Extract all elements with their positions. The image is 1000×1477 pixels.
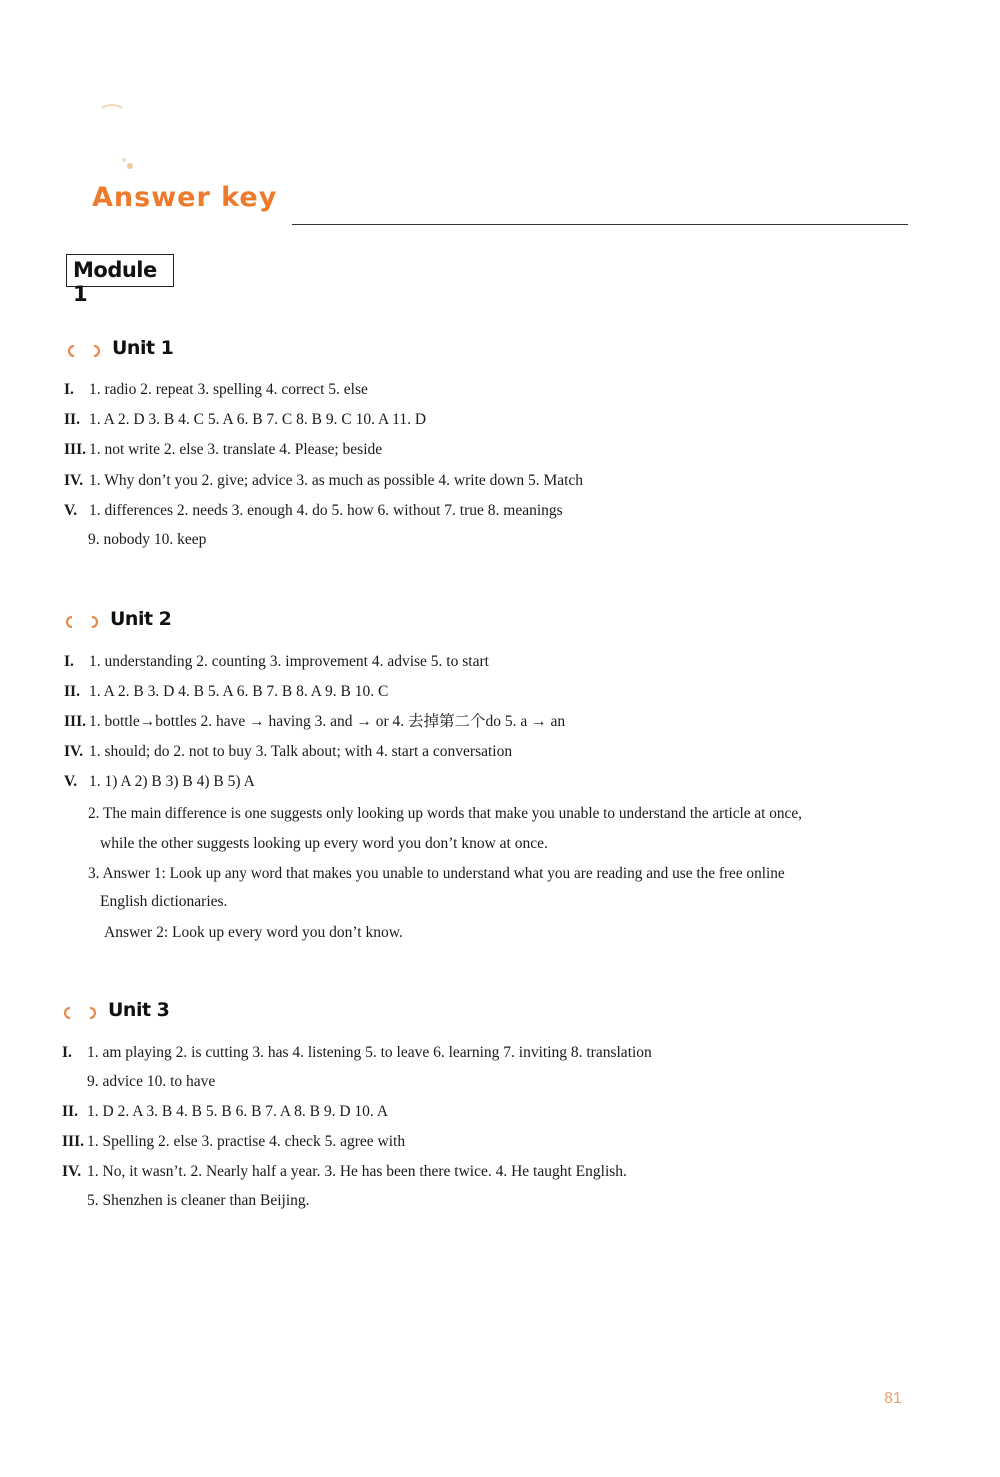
answer-line: I. 1. radio 2. repeat 3. spelling 4. correct 5. else [64,381,368,398]
title-rule [292,224,908,225]
unit-label: Unit 3 [108,999,170,1021]
unit-2-heading [64,608,224,638]
answer-line: II. 1. A 2. B 3. D 4. B 5. A 6. B 7. B 8. A 9. B 10. C [64,683,389,700]
answer-line: 3. Answer 1: Look up any word that makes you unable to understand what you are reading and use the free online [88,865,785,882]
page-title: Answer key [92,182,278,213]
answer-line: Answer 2: Look up every word you don’t know. [104,924,403,941]
answer-line: III. 1. Spelling 2. else 3. practise 4. check 5. agree with [62,1133,406,1150]
answer-line: III. 1. not write 2. else 3. translate 4. Please; beside [64,441,383,458]
answer-line: V. 1. 1) A 2) B 3) B 4) B 5) A [64,773,255,790]
answer-line: IV. 1. Why don’t you 2. give; advice 3. as much as possible 4. write down 5. Match [64,472,584,489]
answer-line: IV. 1. No, it wasn’t. 2. Nearly half a year. 3. He has been there twice. 4. He taught English. [62,1163,627,1180]
page-number: 81 [884,1390,902,1407]
answer-line: IV. 1. should; do 2. not to buy 3. Talk about; with 4. start a conversation [64,743,513,760]
unit-bullet-icon [64,615,106,629]
answer-line: English dictionaries. [100,893,228,910]
answer-line: I. 1. am playing 2. is cutting 3. has 4. listening 5. to leave 6. learning 7. inviting 8. translation [62,1044,652,1061]
answer-line: 5. Shenzhen is cleaner than Beijing. [87,1192,310,1209]
answer-line: II. 1. D 2. A 3. B 4. B 5. B 6. B 7. A 8. B 9. D 10. A [62,1103,389,1120]
unit-label: Unit 1 [112,337,174,359]
unit-bullet-icon [66,344,108,358]
answer-line: while the other suggests looking up every word you don’t know at once. [100,835,548,852]
unit-label: Unit 2 [110,608,172,630]
module-label: Module 1 [73,258,157,306]
answer-line: 9. nobody 10. keep [88,531,207,548]
unit-1-heading [66,337,226,367]
sparkle-decoration [96,96,136,176]
answer-line: III. 1. bottle→bottles 2. have → having 3. and → or 4. 去掉第二个do 5. a → an [64,713,566,730]
answer-line: 9. advice 10. to have [87,1073,216,1090]
unit-bullet-icon [62,1006,104,1020]
answer-line: 2. The main difference is one suggests only looking up words that make you unable to understand the article at once, [88,805,802,822]
module-heading [66,254,174,306]
answer-line: II. 1. A 2. D 3. B 4. C 5. A 6. B 7. C 8. B 9. C 10. A 11. D [64,411,427,428]
answer-line: V. 1. differences 2. needs 3. enough 4. do 5. how 6. without 7. true 8. meanings [64,502,563,519]
answer-line: I. 1. understanding 2. counting 3. improvement 4. advise 5. to start [64,653,489,670]
unit-3-heading [62,999,222,1029]
